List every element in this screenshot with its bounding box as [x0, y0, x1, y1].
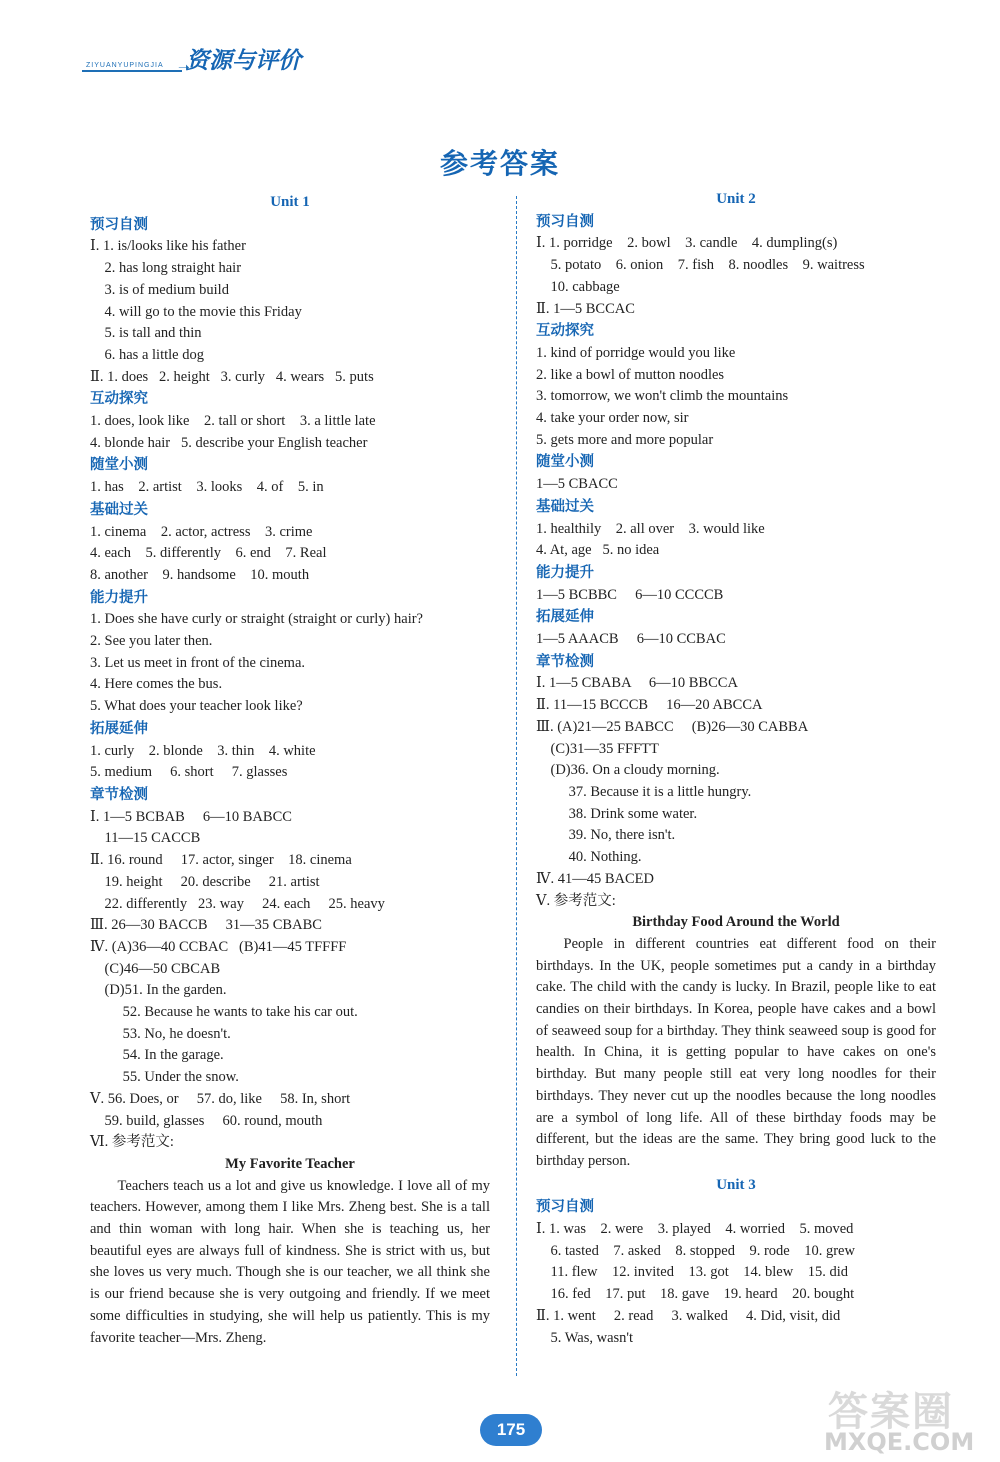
answer-line: Ⅰ. 1. is/looks like his father — [90, 238, 246, 255]
answer-line: 4. will go to the movie this Friday — [90, 303, 302, 320]
answer-line: 59. build, glasses 60. round, mouth — [90, 1112, 323, 1129]
answer-line: Ⅰ. 1. porridge 2. bowl 3. candle 4. dumpling(s) — [536, 235, 838, 252]
answer-line: Ⅱ. 1. went 2. read 3. walked 4. Did, visit, did — [536, 1307, 841, 1324]
section-heading: 拓展延伸 — [90, 720, 148, 737]
header-pinyin: ZIYUANYUPINGJIA — [86, 62, 164, 69]
section-heading: 互动探究 — [536, 323, 594, 340]
answer-line: 11—15 CACCB — [90, 830, 201, 847]
section-heading: 互动探究 — [90, 391, 148, 408]
answer-line: 1. has 2. artist 3. looks 4. of 5. in — [90, 479, 324, 496]
answer-line: 5. gets more and more popular — [536, 431, 714, 448]
answer-line: Ⅱ. 1. does 2. height 3. curly 4. wears 5. puts — [90, 368, 374, 385]
section-heading: 预习自测 — [536, 213, 594, 230]
answer-line: 4. blonde hair 5. describe your English teacher — [90, 434, 368, 451]
answer-line: 52. Because he wants to take his car out. — [90, 1004, 358, 1021]
book-header — [82, 40, 342, 76]
answer-line: 55. Under the snow. — [90, 1069, 239, 1086]
answer-line: 19. height 20. describe 21. artist — [90, 873, 320, 890]
page-number: 175 — [480, 1414, 542, 1446]
essay-title: Birthday Food Around the World — [632, 914, 840, 931]
answer-line: 3. Let us meet in front of the cinema. — [90, 654, 306, 671]
answer-line: 6. tasted 7. asked 8. stopped 9. rode 10. grew — [536, 1242, 855, 1259]
section-heading: 章节检测 — [536, 653, 594, 670]
answer-line: 53. No, he doesn't. — [90, 1025, 231, 1042]
answer-line: 4. At, age 5. no idea — [536, 542, 660, 559]
arrow-icon: ➝ — [178, 61, 190, 76]
answer-line: 11. flew 12. invited 13. got 14. blew 15. did — [536, 1264, 848, 1281]
answer-line: 16. fed 17. put 18. gave 19. heard 20. bought — [536, 1286, 855, 1303]
answer-line: 1. does, look like 2. tall or short 3. a little late — [90, 413, 376, 430]
page-title: 参考答案 — [439, 147, 560, 180]
section-heading: 基础过关 — [90, 501, 148, 518]
section-heading: 预习自测 — [90, 216, 148, 233]
answer-line: 1. cinema 2. actor, actress 3. crime — [90, 523, 313, 540]
answer-line: 5. medium 6. short 7. glasses — [90, 764, 288, 781]
answer-line: Ⅴ. 参考范文: — [536, 892, 616, 909]
answer-line: 2. like a bowl of mutton noodles — [536, 366, 725, 383]
answer-line: Ⅰ. 1—5 BCBAB 6—10 BABCC — [90, 808, 292, 825]
answer-line: 3. is of medium build — [90, 281, 229, 298]
answer-line: 37. Because it is a little hungry. — [536, 783, 752, 800]
answer-line: (C)31—35 FFFTT — [536, 740, 659, 757]
answer-line: 8. another 9. handsome 10. mouth — [90, 566, 310, 583]
section-heading: 基础过关 — [536, 498, 594, 515]
header-brand: 资源与评价 — [186, 48, 301, 74]
column-divider — [516, 196, 517, 1376]
answer-line: 4. Here comes the bus. — [90, 676, 223, 693]
answer-line: 5. What does your teacher look like? — [90, 698, 303, 715]
unit-heading: Unit 3 — [716, 1176, 756, 1193]
unit-heading: Unit 2 — [716, 191, 756, 207]
answer-line: 2. See you later then. — [90, 633, 213, 650]
answer-line: 5. potato 6. onion 7. fish 8. noodles 9. waitress — [536, 257, 865, 274]
answer-line: 5. is tall and thin — [90, 325, 202, 342]
watermark-text: 答案圈 — [828, 1389, 954, 1435]
answer-line: 39. No, there isn't. — [536, 827, 676, 844]
answer-line: 1—5 BCBBC 6—10 CCCCB — [536, 586, 724, 603]
answer-line: 1. curly 2. blonde 3. thin 4. white — [90, 742, 316, 759]
answer-line: 4. each 5. differently 6. end 7. Real — [90, 545, 327, 562]
answer-line: Ⅱ. 1—5 BCCAC — [536, 300, 635, 317]
header-line — [82, 70, 182, 72]
answer-line: Ⅵ. 参考范文: — [90, 1134, 174, 1151]
section-heading: 预习自测 — [536, 1199, 594, 1216]
answer-line: (D)36. On a cloudy morning. — [536, 762, 720, 779]
left-column — [90, 190, 490, 1349]
answer-line: (D)51. In the garden. — [90, 982, 227, 999]
answer-line: 1—5 AAACB 6—10 CCBAC — [536, 631, 726, 648]
answer-line: 40. Nothing. — [536, 849, 642, 866]
answer-line: 1—5 CBACC — [536, 476, 618, 493]
answer-line: 10. cabbage — [536, 278, 620, 295]
right-column — [536, 187, 936, 1349]
essay-text: Teachers teach us a lot and give us knowledge. I love all of my teachers. However, among them I like Mrs. Zheng best. She is a tall and thin woman with long hair. When she is teaching us, her beautiful eyes are always full of kindness. She is strict with us, but she loves us very much. Though she is our teacher, we all think she is our friend because she is very outgoing and friendly. If we meet some difficulties in studying, she will help us patiently. This is my favorite teacher—Mrs. Zheng. — [90, 1177, 490, 1346]
answer-line: Ⅲ. (A)21—25 BABCC (B)26—30 CABBA — [536, 718, 809, 735]
answer-line: 22. differently 23. way 24. each 25. heavy — [90, 895, 385, 912]
answer-line: 5. Was, wasn't — [536, 1329, 634, 1346]
section-heading: 章节检测 — [90, 786, 148, 803]
section-heading: 能力提升 — [536, 564, 594, 581]
section-heading: 能力提升 — [90, 589, 148, 606]
section-heading: 随堂小测 — [90, 457, 148, 474]
answer-line: Ⅱ. 16. round 17. actor, singer 18. cinema — [90, 852, 352, 869]
essay-title: My Favorite Teacher — [225, 1155, 355, 1172]
answer-line: 38. Drink some water. — [536, 805, 698, 822]
answer-line: 1. kind of porridge would you like — [536, 344, 736, 361]
section-heading: 拓展延伸 — [536, 609, 594, 626]
answer-line: 6. has a little dog — [90, 346, 204, 363]
answer-line: 1. Does she have curly or straight (straight or curly) hair? — [90, 611, 423, 628]
section-heading: 随堂小测 — [536, 454, 594, 471]
answer-line: Ⅴ. 56. Does, or 57. do, like 58. In, short — [90, 1090, 351, 1107]
essay-text: People in different countries eat different food on their birthdays. In the UK, people sometimes put a candy in a birthday cake. The child with the candy is lucky. In Brazil, people like to eat candies on their birthdays. In Korea, people have cakes and a bowl of seaweed soup for a birthday. They think seaweed soup is good for health. In China, it is getting popular to have cakes on one's birthday. But many people still eat very long noodles for their birthdays. They never cut up the noodles because the long noodles are a symbol of long life. All of these birthday foods may be different, but the ideas are the same. They bring good luck to the birthday person. — [536, 935, 936, 1169]
answer-line: Ⅳ. 41—45 BACED — [536, 870, 655, 887]
answer-line: Ⅰ. 1—5 CBABA 6—10 BBCCA — [536, 675, 738, 692]
answer-line: Ⅰ. 1. was 2. were 3. played 4. worried 5. moved — [536, 1221, 854, 1238]
unit-heading: Unit 1 — [270, 194, 310, 210]
answer-line: 4. take your order now, sir — [536, 410, 689, 427]
answer-line: 2. has long straight hair — [90, 260, 242, 277]
answer-line: 3. tomorrow, we won't climb the mountains — [536, 388, 789, 405]
watermark-logo — [820, 1380, 990, 1458]
answer-line: Ⅲ. 26—30 BACCB 31—35 CBABC — [90, 917, 322, 934]
answer-line: Ⅱ. 11—15 BCCCB 16—20 ABCCA — [536, 697, 763, 714]
answer-line: 1. healthily 2. all over 3. would like — [536, 520, 765, 537]
answer-line: 54. In the garage. — [90, 1047, 224, 1064]
answer-line: Ⅳ. (A)36—40 CCBAC (B)41—45 TFFFF — [90, 938, 347, 955]
answer-line: (C)46—50 CBCAB — [90, 960, 221, 977]
watermark-url: MXQE.COM — [824, 1428, 975, 1456]
